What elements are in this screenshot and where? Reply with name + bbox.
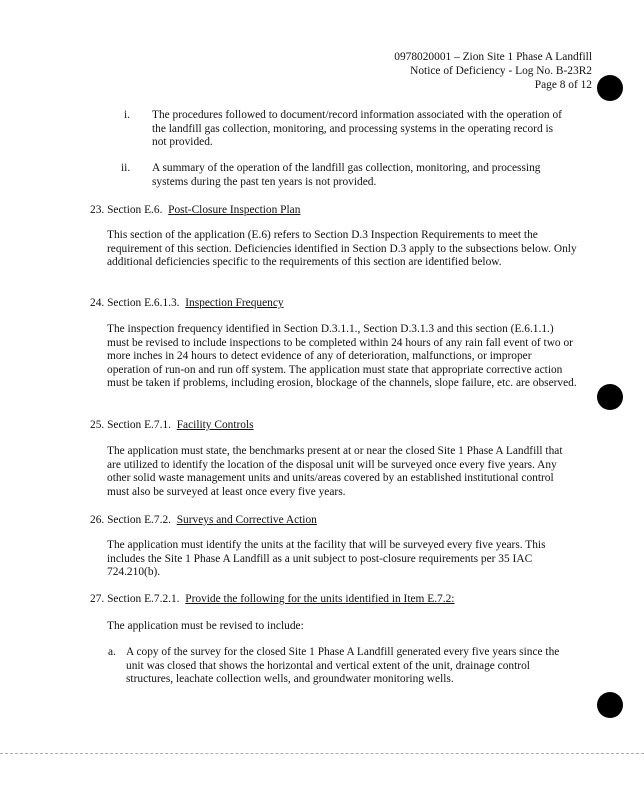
section-23-body: This section of the application (E.6) refers to Section D.3 Inspection Requirements to meet the requirement of this section. Deficiencies identified in Section D.3 apply to the subsections below. Only additional deficiencies specific to the requirements of this section are identified below.	[107, 229, 577, 269]
page-header	[252, 50, 592, 92]
item-ii-label: ii.	[121, 162, 131, 174]
section-26-body: The application must identify the units at the facility that will be surveyed every five years. This includes the Site 1 Phase A Landfill as a unit subject to post-closure requirements per 35 IAC 724.210(b).	[107, 539, 546, 579]
section-23-number: 23. Section E.6.	[90, 204, 163, 216]
section-24-title: Inspection Frequency	[185, 297, 284, 309]
header-line-facility: 0978020001 – Zion Site 1 Phase A Landfill	[394, 51, 592, 63]
section-26-title: Surveys and Corrective Action	[176, 514, 317, 526]
item-i-text: The procedures followed to document/record information associated with the operation of the landfill gas collection, monitoring, and processing systems in the operating record is not provided.	[152, 109, 562, 149]
item-a-label: a.	[108, 646, 116, 658]
section-24-body: The inspection frequency identified in Section D.3.1.1., Section D.3.1.3 and this section (E.6.1.1.) must be revised to include inspections to be completed within 24 hours of any rain fall event of two or more inches in 24 hours to detect evidence of any of deterioration, malfunctions, or improper operation of run-on and run off system. The application must state that appropriate corrective action must be taken if problems, including erosion, blockage of the channels, slope failure, etc. are observed.	[107, 323, 577, 390]
section-25-title: Facility Controls	[176, 419, 254, 431]
header-line-page: Page 8 of 12	[534, 79, 592, 91]
section-26-heading	[90, 514, 570, 528]
punch-hole-bottom	[597, 692, 623, 718]
section-25-heading	[90, 419, 570, 433]
section-25-body: The application must state, the benchmarks present at or near the closed Site 1 Phase A Landfill that are utilized to identify the location of the disposal unit will be surveyed once every five years. Any other solid waste management units and units/areas covered by an established institutional control must also be surveyed at least once every five years.	[107, 445, 563, 498]
item-i-label: i.	[124, 109, 131, 121]
section-27-title: Provide the following for the units identified in Item E.7.2:	[185, 593, 455, 605]
item-ii-text: A summary of the operation of the landfill gas collection, monitoring, and processing systems during the past ten years is not provided.	[152, 162, 541, 188]
section-24-heading	[90, 297, 570, 311]
header-line-notice: Notice of Deficiency - Log No. B-23R2	[410, 65, 592, 77]
scan-edge-noise	[0, 753, 644, 757]
section-27-number: 27. Section E.7.2.1.	[90, 593, 180, 605]
section-23-heading	[90, 204, 570, 218]
section-27-heading	[90, 593, 590, 607]
section-26-number: 26. Section E.7.2.	[90, 514, 171, 526]
section-25-number: 25. Section E.7.1.	[90, 419, 171, 431]
section-23-title: Post-Closure Inspection Plan	[168, 204, 301, 216]
item-a-text: A copy of the survey for the closed Site 1 Phase A Landfill generated every five years since the unit was closed that shows the horizontal and vertical extent of the unit, drainage control structures, leachate collection wells, and groundwater monitoring wells.	[126, 646, 560, 686]
section-27-body: The application must be revised to include:	[107, 620, 304, 632]
punch-hole-top	[597, 75, 623, 101]
punch-hole-middle	[597, 384, 623, 410]
section-24-number: 24. Section E.6.1.3.	[90, 297, 180, 309]
